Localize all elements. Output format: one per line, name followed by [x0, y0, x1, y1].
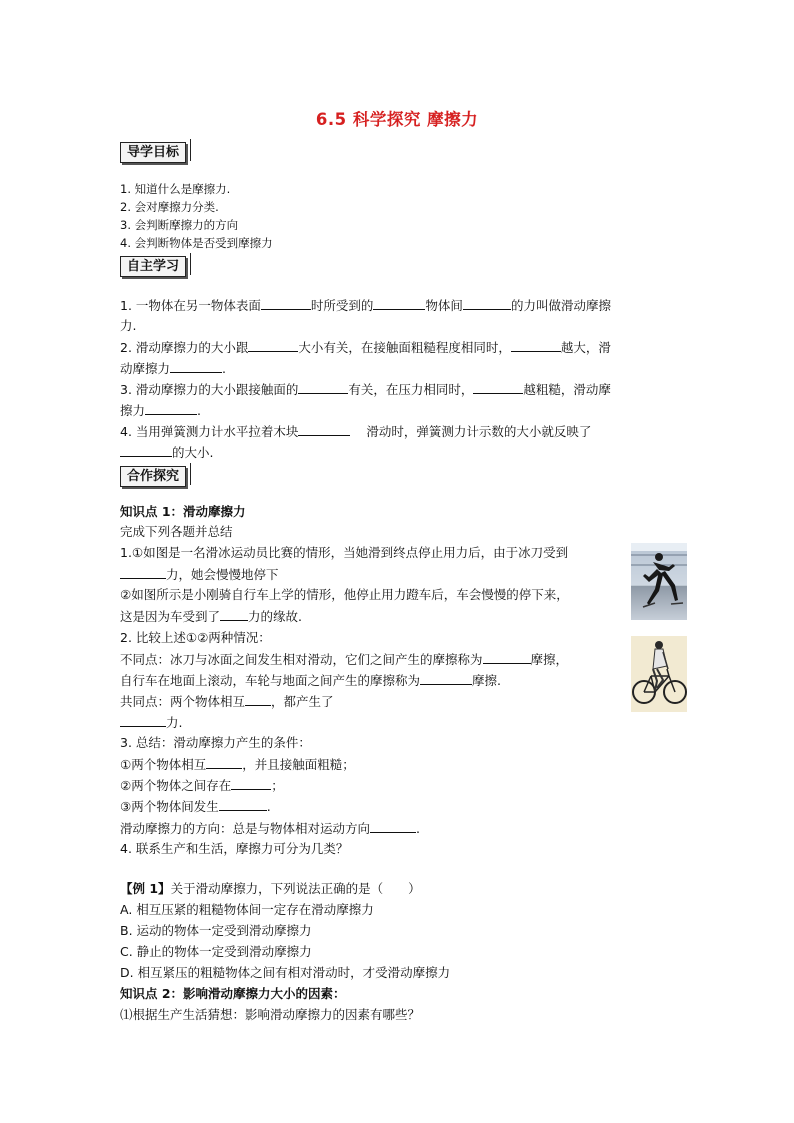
question-text: [120, 712, 182, 733]
answer-blank[interactable]: [120, 564, 166, 579]
figure-speed-skater: [631, 543, 687, 620]
section-label-goals: 导学目标: [120, 142, 186, 163]
text: 力.: [166, 715, 183, 730]
instruction-text: 完成下列各题并总结: [120, 524, 233, 539]
text: ②两个物体之间存在: [120, 778, 232, 793]
option-b[interactable]: B. 运动的物体一定受到滑动摩擦力: [120, 923, 312, 938]
answer-blank[interactable]: [170, 358, 222, 373]
text: 摩擦.: [472, 673, 501, 688]
text: ①两个物体相互: [120, 757, 207, 772]
answer-blank[interactable]: [248, 337, 298, 352]
answer-blank[interactable]: [370, 818, 416, 833]
text: 摩擦，: [530, 652, 569, 667]
goal-item: 3. 会判断摩擦力的方向: [120, 218, 239, 232]
text: 自行车在地面上滚动，车轮与地面之间产生的摩擦称为: [120, 673, 421, 688]
self-study-question-3: [120, 379, 611, 400]
answer-blank[interactable]: [511, 337, 561, 352]
question-text: [120, 754, 355, 775]
text: .: [222, 361, 226, 376]
example-label: 【例 1】: [120, 881, 171, 896]
section-label-cooperate: 合作探究: [120, 466, 186, 487]
question-text: 1.①如图是一名滑冰运动员比赛的情形，当她滑到终点停止用力后，由于冰刀受到: [120, 545, 569, 560]
answer-blank[interactable]: [261, 295, 311, 310]
example-1-question: [120, 879, 421, 899]
text: ；: [271, 778, 284, 793]
question-text: [120, 649, 568, 670]
answer-blank[interactable]: [120, 442, 172, 457]
question-text: 3. 总结：滑动摩擦力产生的条件：: [120, 735, 311, 750]
answer-blank[interactable]: [145, 400, 197, 415]
question-text: [120, 775, 284, 796]
answer-blank[interactable]: [231, 775, 271, 790]
text: 4. 当用弹簧测力计水平拉着木块: [120, 424, 299, 439]
question-text: [120, 818, 420, 839]
text: .: [266, 799, 271, 814]
text: 的力叫做滑动摩擦: [510, 298, 611, 313]
answer-blank[interactable]: [298, 379, 348, 394]
section-label-self-study: 自主学习: [120, 256, 186, 277]
text: ，都产生了: [271, 694, 334, 709]
text: 越粗糙，滑动摩: [523, 382, 611, 397]
text: 物体间: [425, 298, 463, 313]
answer-blank[interactable]: [206, 754, 242, 769]
goal-item: 2. 会对摩擦力分类.: [120, 200, 219, 214]
text: 滑动时，弹簧测力计示数的大小就反映了: [366, 424, 592, 439]
text: 大小有关，在接触面粗糙程度相同时，: [298, 340, 511, 355]
bicycle-icon: [631, 636, 687, 712]
goal-item: 4. 会判断物体是否受到摩擦力: [120, 236, 273, 250]
option-c[interactable]: C. 静止的物体一定受到滑动摩擦力: [120, 944, 312, 959]
option-a[interactable]: A. 相互压紧的粗糙物体间一定存在滑动摩擦力: [120, 902, 374, 917]
text: 时所受到的: [310, 298, 374, 313]
text: ，并且接触面粗糙；: [242, 757, 355, 772]
question-text: ⑴根据生产生活猜想：影响滑动摩擦力的因素有哪些？: [120, 1007, 421, 1022]
question-text: 2. 比较上述①②两种情况：: [120, 630, 271, 645]
text: 2. 滑动摩擦力的大小跟: [120, 340, 249, 355]
goal-item: 1. 知道什么是摩擦力.: [120, 182, 231, 196]
self-study-question-1: [120, 295, 611, 316]
knowledge-point-2-heading: 知识点 2：影响滑动摩擦力大小的因素：: [120, 986, 346, 1001]
text: .: [416, 821, 420, 836]
question-text: [120, 670, 501, 691]
self-study-question-2-cont: [120, 358, 226, 379]
text: 的大小.: [172, 445, 214, 460]
self-study-question-4: [120, 421, 591, 442]
answer-blank[interactable]: [219, 796, 267, 811]
text: 共同点：两个物体相互: [120, 694, 246, 709]
text: .: [197, 403, 201, 418]
answer-blank[interactable]: [220, 606, 248, 621]
knowledge-point-1-heading: 知识点 1：滑动摩擦力: [120, 504, 246, 519]
text: 力的缘故.: [248, 609, 302, 624]
answer-blank[interactable]: [298, 421, 350, 436]
text: 擦力: [120, 403, 146, 418]
text: 不同点：冰刀与冰面之间发生相对滑动，它们之间产生的摩擦称为: [120, 652, 483, 667]
self-study-question-2: [120, 337, 611, 358]
self-study-question-1-cont: 力.: [120, 318, 137, 333]
figure-cyclist: [631, 636, 687, 712]
text: 有关，在压力相同时，: [348, 382, 474, 397]
text: 越大，滑: [560, 340, 611, 355]
option-d[interactable]: D. 相互紧压的粗糙物体之间有相对滑动时，才受滑动摩擦力: [120, 965, 451, 980]
text: 动摩擦力: [120, 361, 171, 376]
question-text: [120, 796, 271, 817]
question-text: 4. 联系生产和生活，摩擦力可分为几类？: [120, 841, 349, 856]
text: 1. 一物体在另一物体表面: [120, 298, 261, 313]
question-text: [120, 564, 279, 585]
answer-blank[interactable]: [483, 649, 531, 664]
answer-blank[interactable]: [245, 691, 271, 706]
answer-blank[interactable]: [463, 295, 511, 310]
question-text: ②如图所示是小刚骑自行车上学的情形，他停止用力蹬车后，车会慢慢的停下来，: [120, 587, 569, 602]
skater-icon: [631, 543, 687, 620]
self-study-question-4-cont: [120, 442, 213, 463]
answer-blank[interactable]: [420, 670, 472, 685]
text: 关于滑动摩擦力，下列说法正确的是（ ）: [170, 881, 421, 896]
text: 这是因为车受到了: [120, 609, 221, 624]
text: 滑动摩擦力的方向：总是与物体相对运动方向: [120, 821, 371, 836]
answer-blank[interactable]: [373, 295, 425, 310]
text: 3. 滑动摩擦力的大小跟接触面的: [120, 382, 299, 397]
text: 力，她会慢慢地停下: [166, 567, 279, 582]
page-title: 6.5 科学探究 摩擦力: [315, 110, 479, 129]
question-text: [120, 691, 334, 712]
question-text: [120, 606, 302, 627]
text: ③两个物体间发生: [120, 799, 219, 814]
answer-blank[interactable]: [473, 379, 523, 394]
answer-blank[interactable]: [120, 712, 166, 727]
self-study-question-3-cont: [120, 400, 201, 421]
